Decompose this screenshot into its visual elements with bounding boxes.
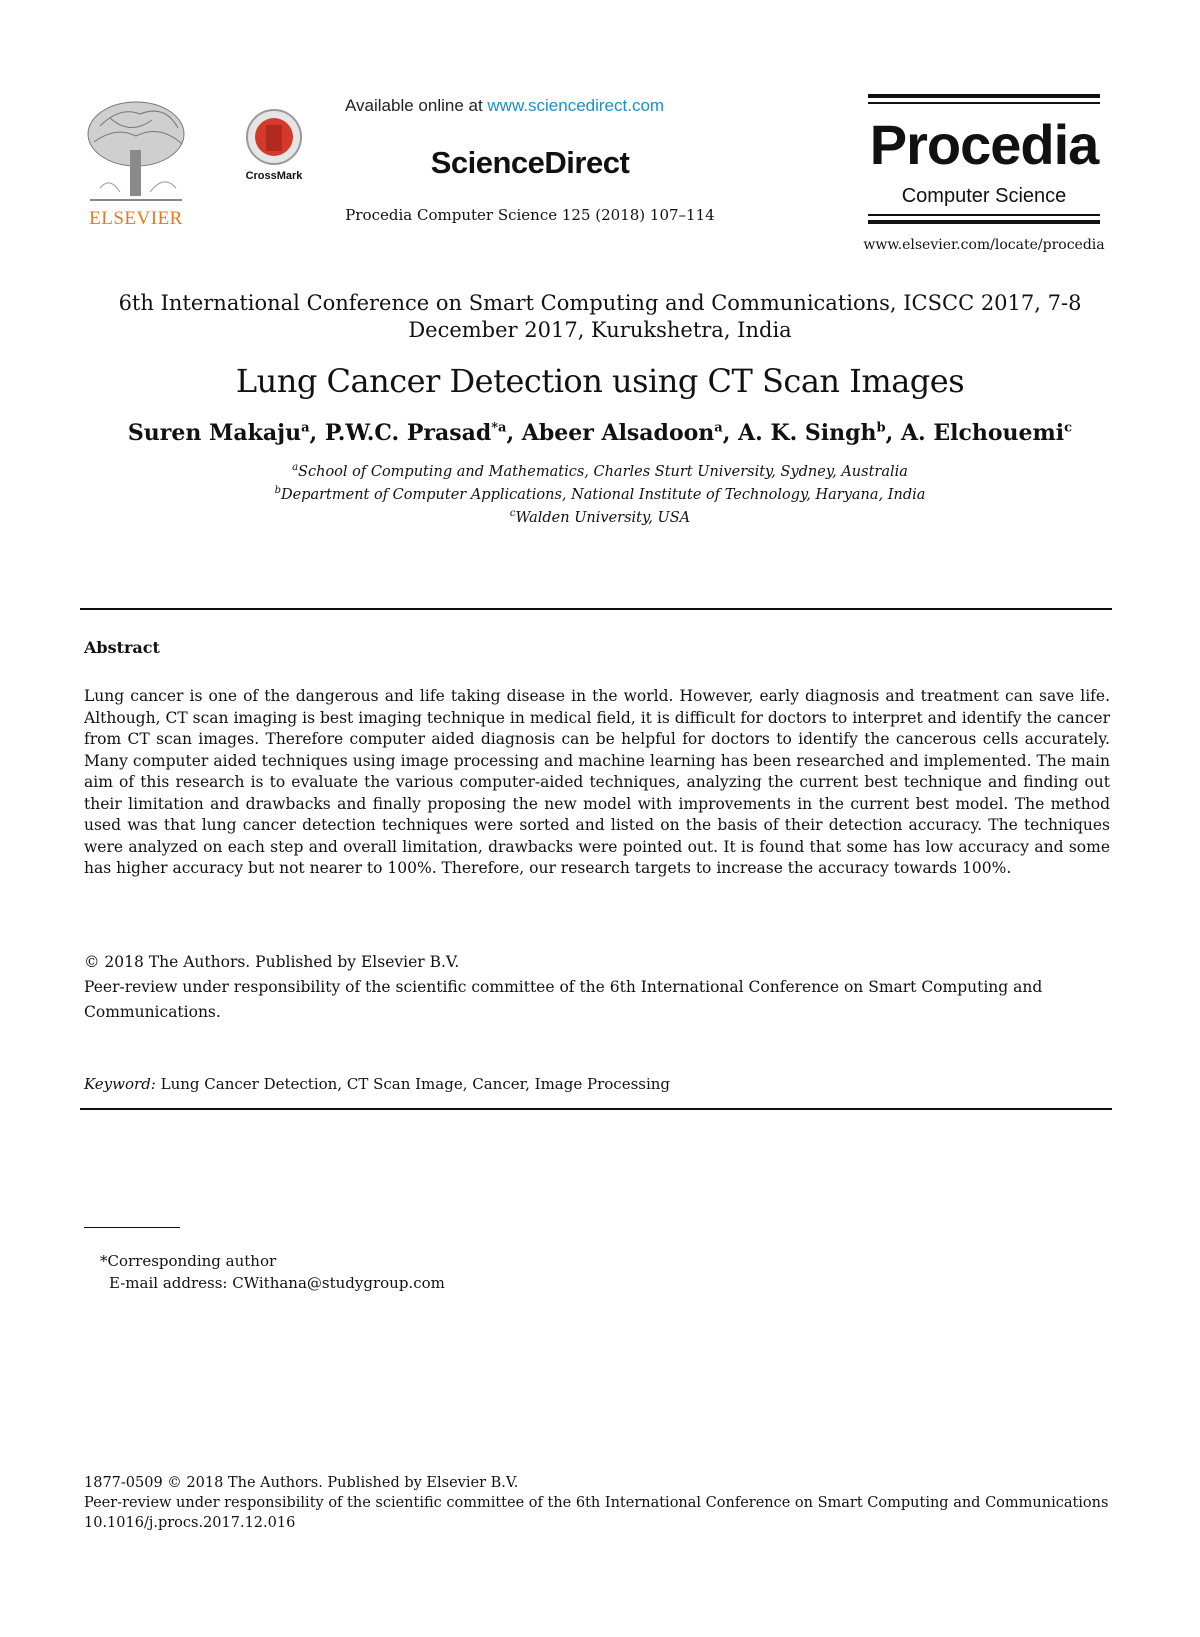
author-name: A. Elchouemi — [900, 420, 1065, 446]
author-name: Abeer Alsadoon — [521, 420, 715, 446]
section-rule-top — [80, 608, 1112, 610]
keyword-label: Keyword: — [84, 1075, 156, 1093]
crossmark-icon[interactable] — [243, 107, 315, 187]
author-sup: *a — [491, 420, 507, 436]
keyword-list: Lung Cancer Detection, CT Scan Image, Cancer, Image Processing — [155, 1075, 671, 1093]
author-sup: a — [301, 420, 310, 436]
copyright-line: © 2018 The Authors. Published by Elsevier B.V. — [84, 953, 460, 971]
footnote — [100, 1250, 445, 1294]
author-sep: , — [722, 420, 739, 446]
paper-title: Lung Cancer Detection using CT Scan Images — [235, 362, 965, 400]
copyright-block — [84, 950, 1110, 1025]
issn-line: 1877-0509 © 2018 The Authors. Published by Elsevier B.V. — [84, 1475, 519, 1491]
author-sup: a — [714, 420, 723, 436]
peer-review-line: Peer-review under responsibility of the scientific committee of the 6th International Conference on Smart Computing and Communications. — [84, 978, 1043, 1021]
affiliation-sup: a — [292, 462, 299, 473]
journal-reference: Procedia Computer Science 125 (2018) 107–114 — [345, 206, 715, 224]
affiliation-sup: c — [509, 508, 516, 519]
affiliation-sup: b — [274, 485, 281, 496]
author-sep: , — [309, 420, 325, 446]
author-name: A. K. Singh — [738, 420, 877, 446]
author-name: Suren Makaju — [127, 420, 302, 446]
keywords — [84, 1075, 1110, 1093]
affiliation-text: Department of Computer Applications, National Institute of Technology, Haryana, India — [280, 486, 926, 503]
corresponding-email: E-mail address: CWithana@studygroup.com — [109, 1274, 445, 1292]
affiliation — [80, 508, 1120, 526]
conference-line-2: December 2017, Kurukshetra, India — [408, 318, 792, 342]
conference-line-1: 6th International Conference on Smart Computing and Communications, ICSCC 2017, 7-8 — [118, 291, 1082, 315]
corresponding-author: *Corresponding author — [100, 1252, 277, 1270]
affiliation — [80, 485, 1120, 503]
procedia-bottom-rule — [868, 220, 1100, 224]
affiliation — [80, 462, 1120, 480]
affiliation-text: School of Computing and Mathematics, Charles Sturt University, Sydney, Australia — [298, 463, 908, 480]
author-sep: , — [885, 420, 901, 446]
abstract-heading: Abstract — [84, 638, 160, 657]
procedia-top-rule — [868, 94, 1100, 98]
footnote-rule — [84, 1227, 180, 1228]
doi-line[interactable]: 10.1016/j.procs.2017.12.016 — [84, 1515, 296, 1531]
svg-text:CrossMark: CrossMark — [245, 170, 303, 182]
sciencedirect-wordmark: ScienceDirect — [430, 145, 630, 180]
author-sup: c — [1064, 420, 1073, 436]
peer-review-footer: Peer-review under responsibility of the scientific committee of the 6th International Conference on Smart Computing and Communications — [84, 1495, 1109, 1511]
elsevier-wordmark: ELSEVIER — [89, 208, 183, 229]
procedia-title: Procedia — [869, 113, 1099, 176]
abstract-text: Lung cancer is one of the dangerous and life taking disease in the world. However, early diagnosis and treatment can save life. Although, CT scan imaging is best imaging technique in medical field, it is difficult for doctors to interpret and identify the cancer from CT scan images. Therefore computer aided diagnosis can be helpful for doctors to identify the cancerous cells accurately. Many computer aided techniques using image processing and machine learning has been researched and implemented. The main aim of this research is to evaluate the various computer-aided techniques, analyzing the current best technique and finding out their limitation and drawbacks and finally proposing the new model with improvements in the current best model. The method used was that lung cancer detection techniques were sorted and listed on the basis of their detection accuracy. The techniques were analyzed on each step and overall limitation, drawbacks were pointed out. It is found that some has low accuracy and some has higher accuracy but not nearer to 100%. Therefore, our research targets to increase the accuracy towards 100%. — [84, 687, 1110, 877]
procedia-subtitle: Computer Science — [901, 185, 1067, 207]
author-sep: , — [506, 420, 522, 446]
procedia-top-rule-thin — [868, 102, 1100, 104]
section-rule-bottom — [80, 1108, 1112, 1110]
sciencedirect-link[interactable]: www.sciencedirect.com — [487, 96, 665, 115]
available-prefix: Available online at — [345, 96, 488, 115]
bottom-info — [84, 1473, 1124, 1533]
available-online — [345, 96, 715, 116]
author-name: P.W.C. Prasad — [324, 420, 492, 446]
affiliation-text: Walden University, USA — [515, 509, 691, 526]
procedia-bottom-rule-thin — [868, 214, 1100, 216]
author-list — [80, 420, 1120, 446]
author-sup: b — [876, 420, 886, 436]
procedia-url[interactable]: www.elsevier.com/locate/procedia — [863, 237, 1105, 253]
conference-info — [90, 290, 1110, 344]
elsevier-tree-logo — [80, 96, 192, 226]
